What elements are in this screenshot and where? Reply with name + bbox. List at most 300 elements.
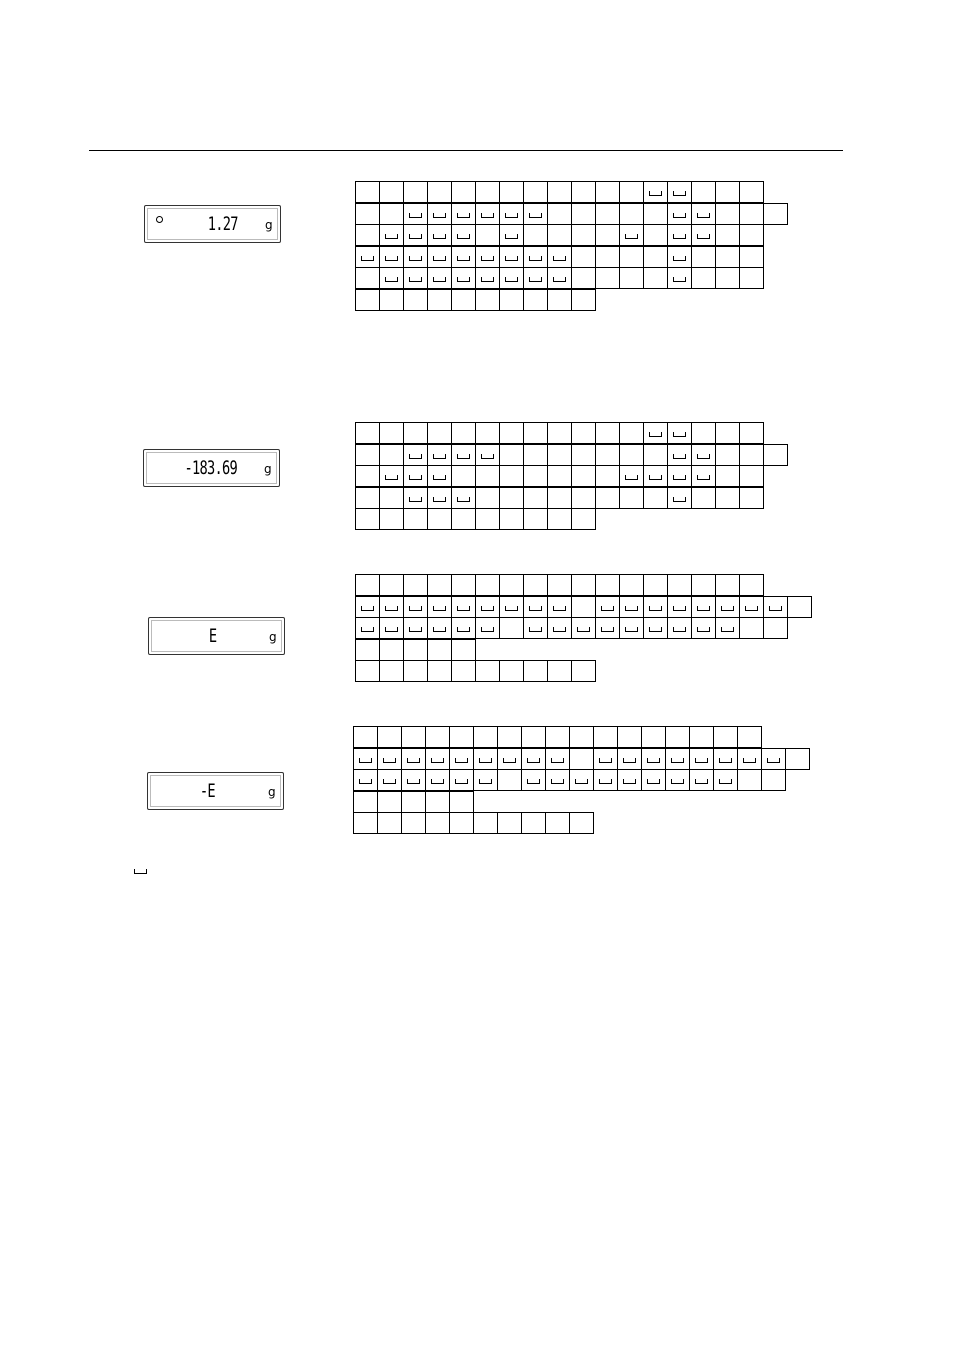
grid-cell: [473, 726, 498, 748]
grid-cell: [355, 596, 380, 618]
grid-cell: [451, 224, 476, 246]
grid-cell: [667, 487, 692, 509]
grid-cell: [547, 224, 572, 246]
grid-cell: [427, 617, 452, 639]
space-symbol-icon: [481, 213, 494, 218]
grid-cell: [739, 422, 764, 444]
grid-cell: [523, 508, 548, 530]
grid-cell: [449, 748, 474, 770]
grid-cell: [691, 224, 716, 246]
space-symbol-icon: [505, 277, 518, 282]
space-symbol-icon: [529, 627, 542, 632]
space-symbol-icon: [385, 606, 398, 611]
grid-cell: [355, 224, 380, 246]
space-symbol-icon: [695, 779, 708, 784]
space-symbol-icon: [361, 627, 374, 632]
space-symbol-icon: [697, 454, 710, 459]
grid-cell: [619, 181, 644, 203]
grid-cell: [451, 444, 476, 466]
grid-cell: [643, 203, 668, 225]
grid-cell: [521, 726, 546, 748]
grid-cell: [497, 812, 522, 834]
grid-cell: [571, 508, 596, 530]
grid-cell: [499, 224, 524, 246]
space-symbol-icon: [697, 606, 710, 611]
grid-cell: [547, 422, 572, 444]
grid-cell: [403, 444, 428, 466]
grid-cell: [379, 487, 404, 509]
grid-cell: [355, 574, 380, 596]
space-symbol-icon: [601, 606, 614, 611]
grid-cell: [667, 203, 692, 225]
grid-cell: [737, 769, 762, 791]
grid-cell: [737, 726, 762, 748]
grid-cell: [619, 422, 644, 444]
lcd-unit: g: [269, 630, 277, 645]
grid-cell: [499, 422, 524, 444]
grid-cell: [713, 726, 738, 748]
grid-cell: [619, 487, 644, 509]
space-symbol-icon: [433, 234, 446, 239]
space-symbol-icon: [455, 758, 468, 763]
space-symbol-icon: [383, 779, 396, 784]
grid-cell: [475, 289, 500, 311]
grid-cell: [379, 224, 404, 246]
grid-cell: [691, 596, 716, 618]
grid-cell: [739, 465, 764, 487]
grid-cell: [595, 224, 620, 246]
grid-cell: [379, 181, 404, 203]
grid-cell: [569, 748, 594, 770]
grid-cell: [427, 574, 452, 596]
grid-cell: [547, 181, 572, 203]
grid-cell: [379, 203, 404, 225]
space-symbol-icon: [647, 758, 660, 763]
space-symbol-icon: [385, 234, 398, 239]
space-symbol-icon: [673, 432, 686, 437]
grid-cell: [523, 574, 548, 596]
space-symbol-icon: [385, 256, 398, 261]
space-symbol-icon: [767, 758, 780, 763]
grid-cell: [691, 181, 716, 203]
space-symbol-icon: [433, 475, 446, 480]
space-symbol-icon: [433, 277, 446, 282]
grid-cell: [451, 596, 476, 618]
space-symbol-icon: [719, 779, 732, 784]
grid-cell: [403, 224, 428, 246]
grid-cell: [473, 748, 498, 770]
grid-cell: [473, 812, 498, 834]
grid-cell: [499, 267, 524, 289]
lcd-value: -183.69: [184, 457, 237, 479]
space-symbol-icon: [431, 779, 444, 784]
grid-cell: [475, 181, 500, 203]
grid-cell: [427, 508, 452, 530]
space-symbol-icon: [625, 627, 638, 632]
grid-cell: [571, 289, 596, 311]
grid-cell: [691, 574, 716, 596]
space-symbol-icon: [625, 475, 638, 480]
grid-cell: [595, 596, 620, 618]
grid-cell: [475, 617, 500, 639]
grid-cell: [403, 617, 428, 639]
space-symbol-icon: [649, 191, 662, 196]
grid-cell: [451, 203, 476, 225]
grid-cell: [403, 246, 428, 268]
grid-cell: [595, 246, 620, 268]
grid-cell: [595, 574, 620, 596]
grid-cell: [355, 246, 380, 268]
grid-cell: [403, 660, 428, 682]
space-symbol-icon: [361, 256, 374, 261]
grid-cell: [547, 289, 572, 311]
lcd-display-1: [144, 205, 281, 243]
grid-cell: [475, 422, 500, 444]
grid-cell: [689, 726, 714, 748]
grid-cell: [355, 617, 380, 639]
grid-cell: [667, 246, 692, 268]
grid-cell: [451, 181, 476, 203]
grid-cell: [523, 660, 548, 682]
grid-cell: [715, 596, 740, 618]
grid-cell: [667, 617, 692, 639]
grid-cell: [523, 203, 548, 225]
grid-cell: [691, 465, 716, 487]
grid-cell: [427, 422, 452, 444]
grid-cell: [619, 574, 644, 596]
grid-cell: [643, 444, 668, 466]
space-symbol-icon: [407, 779, 420, 784]
space-symbol-icon: [553, 277, 566, 282]
space-symbol-icon: [649, 475, 662, 480]
grid-cell: [355, 181, 380, 203]
grid-cell: [451, 289, 476, 311]
grid-cell: [377, 791, 402, 813]
space-symbol-icon: [455, 779, 468, 784]
space-symbol-icon: [625, 234, 638, 239]
grid-cell: [355, 203, 380, 225]
grid-cell: [355, 444, 380, 466]
grid-cell: [739, 617, 764, 639]
grid-cell: [787, 596, 812, 618]
lcd-unit: g: [265, 218, 273, 233]
grid-cell: [523, 596, 548, 618]
grid-cell: [593, 769, 618, 791]
space-symbol-icon: [505, 606, 518, 611]
space-symbol-icon: [433, 627, 446, 632]
grid-cell: [425, 812, 450, 834]
grid-cell: [379, 508, 404, 530]
grid-cell: [401, 769, 426, 791]
space-symbol-icon: [359, 758, 372, 763]
lcd-unit: g: [268, 785, 276, 800]
grid-cell: [593, 726, 618, 748]
grid-cell: [499, 508, 524, 530]
grid-cell: [497, 769, 522, 791]
grid-cell: [521, 748, 546, 770]
grid-cell: [499, 596, 524, 618]
grid-cell: [571, 246, 596, 268]
grid-cell: [715, 465, 740, 487]
space-symbol-icon: [553, 606, 566, 611]
grid-cell: [473, 769, 498, 791]
space-symbol-icon: [457, 454, 470, 459]
grid-cell: [449, 791, 474, 813]
grid-cell: [475, 596, 500, 618]
header-rule: [89, 150, 843, 151]
space-symbol-icon: [697, 627, 710, 632]
grid-cell: [545, 812, 570, 834]
grid-cell: [379, 444, 404, 466]
space-symbol-icon: [481, 454, 494, 459]
space-symbol-icon: [481, 627, 494, 632]
grid-cell: [427, 465, 452, 487]
space-symbol-icon: [553, 627, 566, 632]
grid-cell: [641, 726, 666, 748]
space-symbol-icon: [527, 758, 540, 763]
space-symbol-icon: [671, 758, 684, 763]
grid-cell: [715, 267, 740, 289]
grid-cell: [715, 617, 740, 639]
space-symbol-icon: [457, 497, 470, 502]
space-symbol-icon: [695, 758, 708, 763]
grid-cell: [739, 487, 764, 509]
grid-cell: [667, 596, 692, 618]
grid-cell: [449, 812, 474, 834]
space-symbol-icon: [599, 779, 612, 784]
grid-cell: [401, 726, 426, 748]
grid-cell: [379, 289, 404, 311]
grid-cell: [763, 617, 788, 639]
grid-cell: [667, 224, 692, 246]
grid-cell: [427, 660, 452, 682]
grid-cell: [377, 726, 402, 748]
grid-cell: [355, 422, 380, 444]
grid-cell: [619, 267, 644, 289]
grid-cell: [403, 487, 428, 509]
space-symbol-icon: [457, 234, 470, 239]
grid-cell: [667, 465, 692, 487]
grid-cell: [569, 726, 594, 748]
grid-cell: [353, 748, 378, 770]
grid-cell: [617, 769, 642, 791]
grid-cell: [425, 748, 450, 770]
grid-cell: [715, 203, 740, 225]
grid-cell: [379, 246, 404, 268]
grid-cell: [353, 812, 378, 834]
grid-cell: [403, 181, 428, 203]
grid-cell: [379, 422, 404, 444]
grid-cell: [595, 267, 620, 289]
grid-cell: [691, 203, 716, 225]
grid-cell: [547, 574, 572, 596]
grid-cell: [545, 726, 570, 748]
grid-cell: [521, 769, 546, 791]
lcd-display-2: [143, 449, 280, 487]
grid-cell: [643, 224, 668, 246]
grid-cell: [761, 769, 786, 791]
grid-cell: [475, 660, 500, 682]
grid-cell: [689, 769, 714, 791]
grid-cell: [499, 660, 524, 682]
space-symbol-icon: [479, 758, 492, 763]
grid-cell: [355, 639, 380, 661]
grid-cell: [499, 181, 524, 203]
grid-cell: [715, 246, 740, 268]
grid-cell: [497, 726, 522, 748]
space-symbol-icon: [673, 277, 686, 282]
space-symbol-icon: [673, 191, 686, 196]
space-symbol-icon: [769, 606, 782, 611]
grid-cell: [427, 639, 452, 661]
space-symbol-icon: [407, 758, 420, 763]
grid-cell: [499, 203, 524, 225]
grid-cell: [667, 444, 692, 466]
grid-cell: [523, 487, 548, 509]
grid-cell: [355, 289, 380, 311]
space-symbol-icon: [673, 475, 686, 480]
grid-cell: [595, 465, 620, 487]
grid-cell: [715, 574, 740, 596]
space-symbol-icon: [481, 606, 494, 611]
space-symbol-icon: [433, 213, 446, 218]
space-symbol-icon: [673, 213, 686, 218]
grid-cell: [739, 246, 764, 268]
grid-cell: [595, 422, 620, 444]
space-symbol-icon: [673, 497, 686, 502]
grid-cell: [451, 574, 476, 596]
grid-cell: [763, 444, 788, 466]
grid-cell: [451, 617, 476, 639]
grid-cell: [523, 444, 548, 466]
grid-cell: [547, 660, 572, 682]
grid-cell: [451, 465, 476, 487]
grid-cell: [571, 660, 596, 682]
grid-cell: [427, 487, 452, 509]
grid-cell: [547, 444, 572, 466]
grid-cell: [499, 617, 524, 639]
grid-cell: [785, 748, 810, 770]
space-symbol-icon: [457, 627, 470, 632]
space-symbol-icon: [431, 758, 444, 763]
space-symbol-icon: [673, 234, 686, 239]
grid-cell: [521, 812, 546, 834]
grid-cell: [713, 769, 738, 791]
space-symbol-icon: [505, 256, 518, 261]
space-symbol-icon: [697, 475, 710, 480]
grid-cell: [451, 487, 476, 509]
space-symbol-icon: [623, 779, 636, 784]
space-symbol-icon: [721, 606, 734, 611]
grid-cell: [691, 444, 716, 466]
grid-cell: [571, 617, 596, 639]
grid-cell: [499, 289, 524, 311]
grid-cell: [451, 246, 476, 268]
grid-cell: [403, 465, 428, 487]
space-symbol-icon: [134, 869, 147, 874]
grid-cell: [355, 508, 380, 530]
grid-cell: [425, 769, 450, 791]
grid-cell: [691, 617, 716, 639]
grid-cell: [475, 246, 500, 268]
space-symbol-icon: [385, 277, 398, 282]
grid-cell: [643, 422, 668, 444]
grid-cell: [379, 639, 404, 661]
grid-cell: [523, 465, 548, 487]
grid-cell: [571, 267, 596, 289]
grid-cell: [451, 267, 476, 289]
grid-cell: [355, 487, 380, 509]
grid-cell: [523, 224, 548, 246]
grid-cell: [475, 203, 500, 225]
grid-cell: [571, 574, 596, 596]
grid-cell: [353, 726, 378, 748]
grid-cell: [427, 596, 452, 618]
grid-cell: [547, 487, 572, 509]
grid-cell: [715, 444, 740, 466]
grid-cell: [427, 203, 452, 225]
space-symbol-icon: [673, 606, 686, 611]
space-symbol-icon: [673, 627, 686, 632]
space-symbol-icon: [457, 606, 470, 611]
space-symbol-icon: [505, 213, 518, 218]
grid-cell: [545, 769, 570, 791]
grid-cell: [499, 465, 524, 487]
space-symbol-icon: [479, 779, 492, 784]
grid-cell: [547, 508, 572, 530]
grid-cell: [739, 203, 764, 225]
space-symbol-icon: [551, 779, 564, 784]
grid-cell: [619, 203, 644, 225]
grid-cell: [739, 574, 764, 596]
space-symbol-icon: [481, 256, 494, 261]
grid-cell: [547, 203, 572, 225]
grid-cell: [425, 791, 450, 813]
grid-cell: [403, 267, 428, 289]
grid-cell: [715, 422, 740, 444]
grid-cell: [547, 596, 572, 618]
grid-cell: [403, 508, 428, 530]
grid-cell: [643, 596, 668, 618]
stability-indicator-icon: [156, 216, 163, 223]
grid-cell: [571, 596, 596, 618]
grid-cell: [427, 444, 452, 466]
grid-cell: [547, 465, 572, 487]
grid-cell: [691, 246, 716, 268]
grid-cell: [595, 203, 620, 225]
grid-cell: [475, 487, 500, 509]
grid-cell: [545, 748, 570, 770]
grid-cell: [451, 639, 476, 661]
grid-cell: [761, 748, 786, 770]
grid-cell: [571, 465, 596, 487]
grid-cell: [379, 660, 404, 682]
space-symbol-icon: [409, 213, 422, 218]
space-symbol-icon: [409, 234, 422, 239]
grid-cell: [377, 748, 402, 770]
grid-cell: [427, 181, 452, 203]
space-symbol-icon: [647, 779, 660, 784]
space-symbol-icon: [457, 213, 470, 218]
grid-cell: [763, 203, 788, 225]
grid-cell: [403, 596, 428, 618]
grid-cell: [403, 574, 428, 596]
space-symbol-icon: [529, 606, 542, 611]
space-symbol-icon: [409, 277, 422, 282]
space-symbol-icon: [409, 256, 422, 261]
grid-cell: [643, 181, 668, 203]
grid-cell: [689, 748, 714, 770]
